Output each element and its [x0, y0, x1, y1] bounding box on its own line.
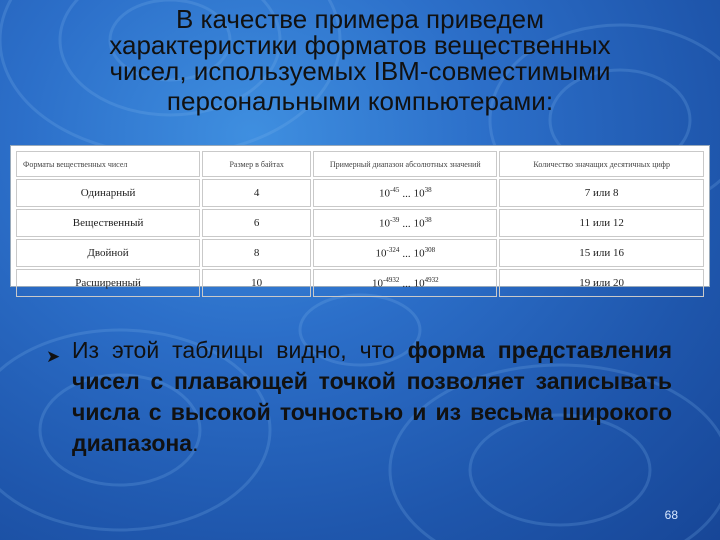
- range-high-exponent: 308: [424, 246, 436, 255]
- formats-table-grid: [14, 149, 706, 299]
- cell-range: [313, 239, 497, 267]
- range-separator: ...: [402, 187, 411, 200]
- range-base: 10: [413, 277, 425, 290]
- cell-range: [313, 209, 497, 237]
- bullet-bold-text: форма представления чисел с плавающей точкой позволяет записывать числа с высокой точностью и из весьма широкого диапазона: [72, 337, 672, 456]
- page-number: 68: [664, 508, 678, 522]
- col-header-digits: Количество значащих десятичных цифр: [499, 151, 704, 177]
- range-high-exponent: 4932: [424, 276, 439, 285]
- table-row: [16, 239, 704, 267]
- range-base: 10: [413, 187, 425, 200]
- range-base: 10: [372, 277, 383, 290]
- range-high-exponent: 38: [424, 186, 432, 195]
- table-header-row: [16, 151, 704, 177]
- range-low-exponent: -324: [386, 246, 400, 255]
- cell-range: [313, 179, 497, 207]
- range-base: 10: [375, 247, 387, 260]
- cell-digits: 7 или 8: [499, 179, 704, 207]
- bullet-paragraph: [46, 335, 672, 459]
- bullet-end: .: [192, 430, 199, 456]
- slide-title: [20, 6, 700, 114]
- cell-size: 10: [202, 269, 311, 297]
- range-low-exponent: -39: [390, 216, 400, 225]
- col-header-size: Размер в байтах: [202, 151, 311, 177]
- title-line-1: В качестве примера приведем: [175, 4, 545, 34]
- title-line-4: персональными компьютерами:: [166, 86, 554, 116]
- cell-size: 4: [202, 179, 311, 207]
- range-low-exponent: -45: [390, 186, 400, 195]
- cell-digits: 11 или 12: [499, 209, 704, 237]
- cell-digits: 19 или 20: [499, 269, 704, 297]
- table-row: [16, 209, 704, 237]
- range-low-exponent: -4932: [383, 276, 400, 285]
- range-separator: ...: [402, 217, 411, 230]
- col-header-format: Форматы вещественных чисел: [16, 151, 200, 177]
- cell-size: 8: [202, 239, 311, 267]
- formats-table: [10, 145, 710, 290]
- title-line-3: чисел, используемых IBM-совместимыми: [109, 56, 611, 86]
- bullet-intro: Из этой таблицы видно, что: [72, 337, 408, 363]
- range-high-exponent: 38: [424, 216, 432, 225]
- cell-format: Расширенный: [16, 269, 200, 297]
- table-row: [16, 179, 704, 207]
- range-base: 10: [413, 247, 425, 260]
- range-separator: ...: [402, 277, 411, 290]
- range-base: 10: [379, 187, 390, 200]
- cell-range: [313, 269, 497, 297]
- range-base: 10: [413, 217, 425, 230]
- title-line-2: характеристики форматов вещественных: [109, 30, 611, 60]
- cell-format: Одинарный: [16, 179, 200, 207]
- arrow-head-bullet-icon: ➤: [46, 347, 61, 366]
- table-row: [16, 269, 704, 297]
- cell-size: 6: [202, 209, 311, 237]
- col-header-range: Примерный диапазон абсолютных значений: [313, 151, 497, 177]
- cell-format: Вещественный: [16, 209, 200, 237]
- cell-digits: 15 или 16: [499, 239, 704, 267]
- range-base: 10: [379, 217, 390, 230]
- cell-format: Двойной: [16, 239, 200, 267]
- bullet-text: [72, 335, 672, 459]
- range-separator: ...: [402, 247, 411, 260]
